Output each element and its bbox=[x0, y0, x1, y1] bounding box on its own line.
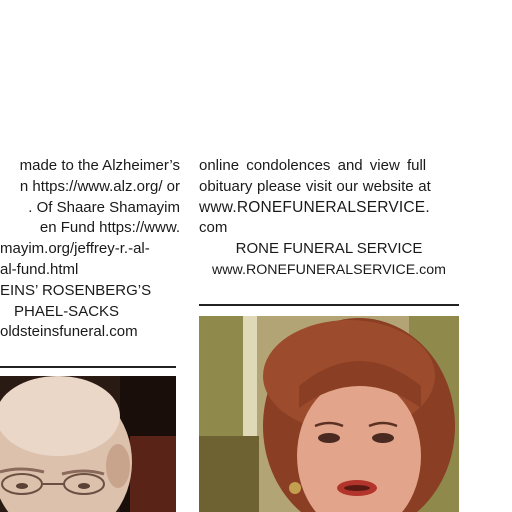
portrait-photo-man bbox=[0, 376, 176, 512]
funeral-home-name: EINS’ ROSENBERG’S bbox=[0, 281, 152, 299]
text-line: en Fund https://www. bbox=[39, 219, 180, 237]
text-line: al-fund.html bbox=[0, 260, 79, 278]
text-line: n https://www.alz.org/ or bbox=[19, 177, 180, 195]
text-line: . Of Shaare Shamayim bbox=[28, 198, 180, 216]
text-line: www.RONEFUNERALSERVICE. bbox=[199, 198, 430, 216]
text-line: mayim.org/jeffrey-r.-al- bbox=[0, 240, 150, 258]
portrait-photo-woman bbox=[199, 316, 459, 512]
text-line: com bbox=[199, 219, 228, 237]
funeral-home-name: PHAEL-SACKS bbox=[14, 302, 120, 320]
funeral-home-name: RONE FUNERAL SERVICE bbox=[235, 240, 423, 258]
funeral-home-website: oldsteinsfuneral.com bbox=[0, 323, 138, 341]
text-line: online condolences and view full bbox=[199, 157, 427, 174]
obituary-text-left bbox=[0, 156, 180, 343]
funeral-home-website: www.RONEFUNERALSERVICE.com bbox=[212, 261, 446, 278]
column-divider-rule bbox=[0, 366, 176, 368]
text-line: made to the Alzheimer’s bbox=[19, 157, 180, 174]
obituary-text-right bbox=[199, 156, 459, 281]
column-divider-rule bbox=[199, 304, 459, 306]
text-line: obituary please visit our website at bbox=[199, 177, 431, 195]
